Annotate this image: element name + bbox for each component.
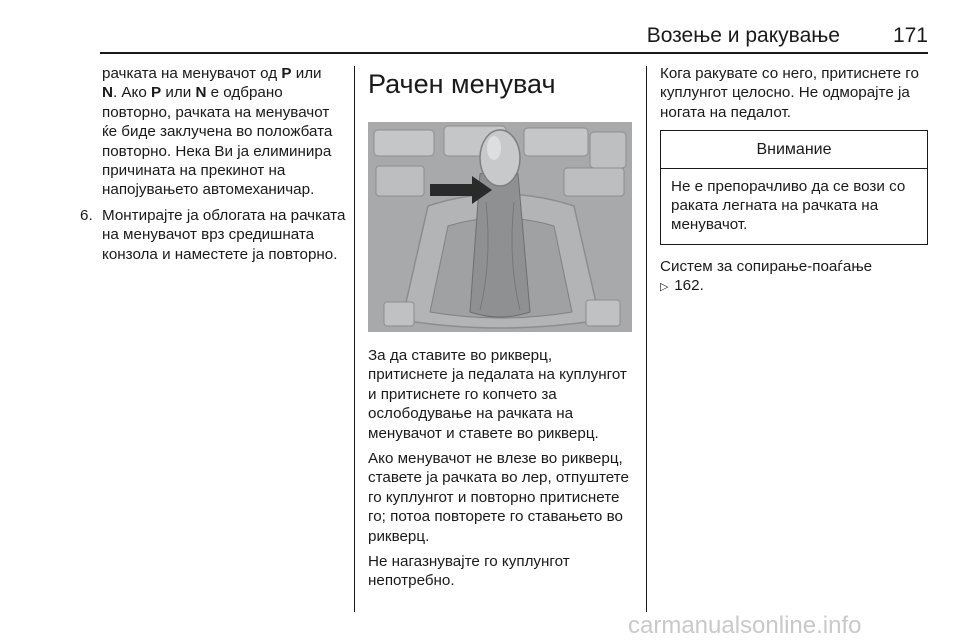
cross-reference-text: Систем за сопирање-поаѓање — [660, 257, 873, 275]
gear-shift-knob-illustration — [368, 122, 632, 332]
gear-key-p: P — [151, 84, 162, 102]
cross-reference[interactable] — [660, 257, 928, 298]
text-run: рачката на менувачот од — [102, 65, 282, 82]
column-divider-right — [646, 66, 647, 612]
text-run: или — [291, 65, 322, 82]
header-divider — [100, 52, 928, 54]
gear-shift-figure — [368, 122, 632, 332]
warning-title: Внимание — [661, 131, 927, 168]
column-middle — [368, 68, 634, 597]
section-heading: Рачен менувач — [368, 69, 556, 99]
list-item — [80, 206, 346, 264]
text-run: или — [161, 84, 196, 102]
column-left — [80, 64, 346, 264]
text-run: е одбрано — [206, 84, 283, 102]
column-right — [660, 64, 928, 304]
page-number: 171 — [892, 24, 928, 47]
paragraph: За да ставите во рикверц, притиснете ја педалата на куплунгот и притиснете го копчето за ослободување на рачката на менувачот и ставете во рикверц. — [368, 347, 627, 442]
paragraph: Кога ракувате со него, притиснете го куплунгот целосно. Не одморајте ја ногата на педалот. — [660, 65, 919, 121]
cross-reference-page[interactable]: 162. — [674, 277, 704, 295]
arrow-reference-icon: ▷ — [660, 281, 669, 294]
column-divider-left — [354, 66, 355, 612]
list-item-number: 6. — [80, 206, 93, 224]
gear-key-n: N — [102, 84, 113, 102]
paragraph: Ако менувачот не влезе во рикверц, ставете ја рачката во лер, отпуштете го куплунгот и повторно притиснете го; потоа повторете го ставањето во рикверц. — [368, 450, 629, 545]
text-run: . Ако — [112, 84, 152, 102]
list-item-text: Монтирајте ја облогата на рачката на менувачот врз средишната конзола и наместете ја повторно. — [102, 206, 346, 263]
watermark: carmanualsonline.info — [628, 612, 862, 639]
header-title: Возење и ракување — [646, 24, 840, 47]
text-run: повторно, рачката на менувачот ќе биде заклучена во положбата повторно. Нека Ви ја елиминира причината на прекинот на напојувањето автомеханичар. — [102, 103, 333, 199]
continued-paragraph — [102, 64, 346, 200]
warning-box — [660, 130, 928, 245]
gear-key-n: N — [195, 84, 207, 102]
paragraph: Не нагазнувајте го куплунгот непотребно. — [368, 553, 570, 590]
gear-key-p: P — [281, 65, 292, 82]
warning-text: Не е препорачливо да се вози со раката легната на рачката на менувачот. — [671, 177, 906, 234]
